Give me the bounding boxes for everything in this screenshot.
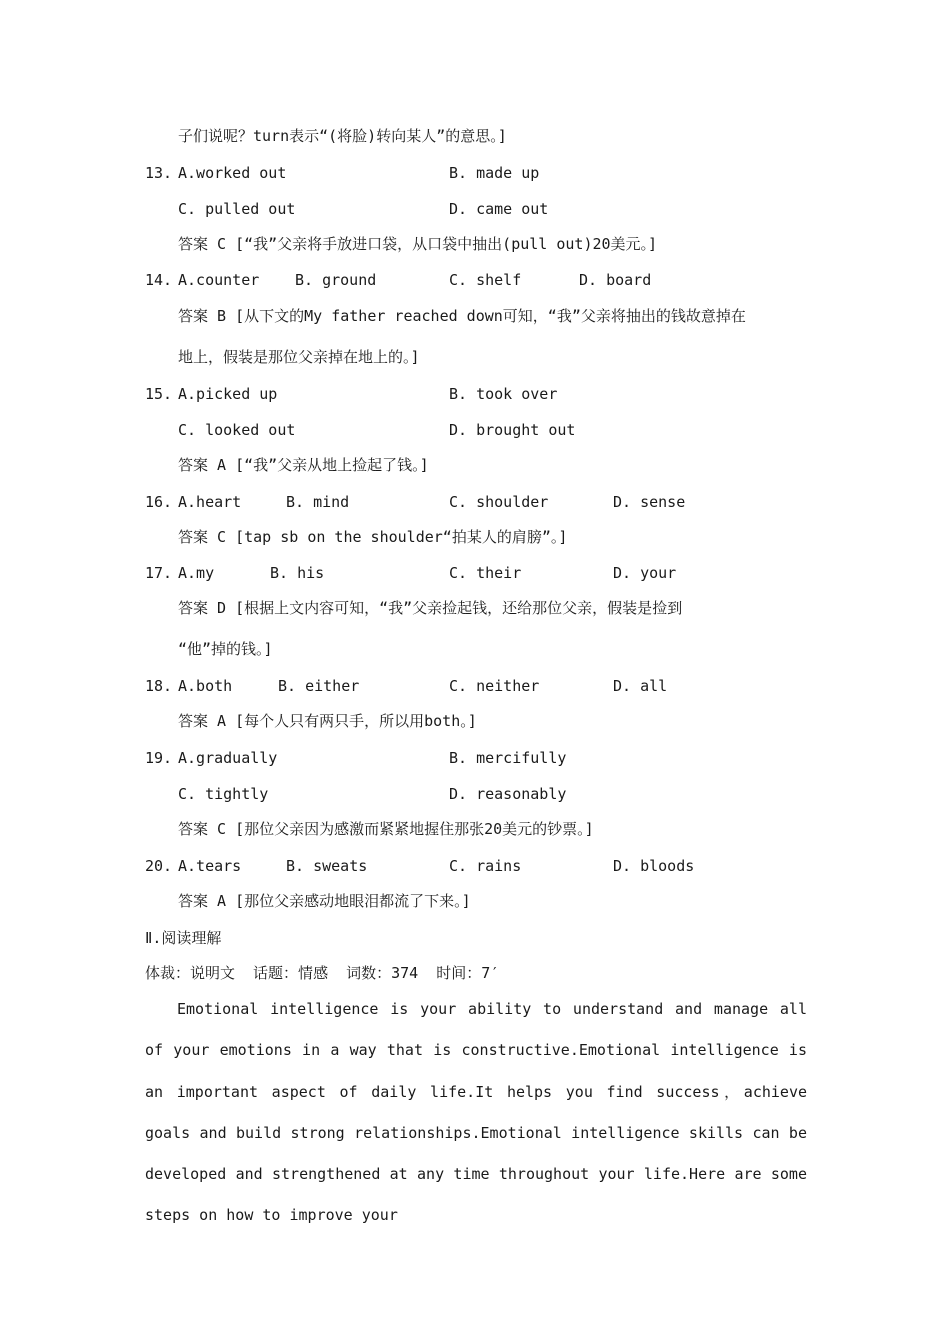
question-19-option-b: B. mercifully [449,749,567,767]
question-15-option-d: D. brought out [449,421,576,439]
question-14-option-b: B. ground [295,271,377,289]
question-20-option-d: D. bloods [613,857,695,875]
question-16-option-a: A.heart [178,493,242,511]
question-20-number: 20. [145,857,173,875]
question-13-number: 13. [145,164,173,182]
question-18-option-d: D. all [613,677,668,695]
intro-line: 子们说呢？turn表示“(将脸)转向某人”的意思。] [178,127,507,145]
question-18-option-c: C. neither [449,677,540,695]
question-19-option-c: C. tightly [178,785,269,803]
section-meta: 体裁：说明文 话题：情感 词数：374 时间：7′ [145,964,500,982]
reading-passage-text: Emotional intelligence is your ability to understand and manage all of your emotions in a way that is constructive.Emotional intelligence is an important aspect of daily life.It helps you find success，achieve goals and build strong relationships.Emotional intelligence skills can be developed and strengthened at any time throughout your life.Here are some steps on how to improve your [145,1000,807,1225]
question-17-option-a: A.my [178,564,215,582]
question-17-option-b: B. his [270,564,325,582]
question-19-option-d: D. reasonably [449,785,567,803]
question-17-answer-line-2: “他”掉的钱。] [178,640,273,658]
question-15-number: 15. [145,385,173,403]
question-13-answer: 答案 C [“我”父亲将手放进口袋，从口袋中抽出(pull out)20美元。] [178,235,658,253]
question-20-option-b: B. sweats [286,857,368,875]
question-13-option-d: D. came out [449,200,549,218]
question-16-answer: 答案 C [tap sb on the shoulder“拍某人的肩膀”。] [178,528,568,546]
question-17-answer-line-1: 答案 D [根据上文内容可知，“我”父亲捡起钱，还给那位父亲，假装是捡到 [178,599,683,617]
question-17-option-d: D. your [613,564,677,582]
question-16-option-b: B. mind [286,493,350,511]
question-20-answer: 答案 A [那位父亲感动地眼泪都流了下来。] [178,892,471,910]
question-15-option-c: C. looked out [178,421,296,439]
question-18-answer: 答案 A [每个人只有两只手，所以用both。] [178,712,477,730]
reading-passage [145,989,807,1237]
question-14-option-d: D. board [579,271,652,289]
question-20-option-c: C. rains [449,857,522,875]
question-16-option-d: D. sense [613,493,686,511]
question-15-answer: 答案 A [“我”父亲从地上捡起了钱。] [178,456,429,474]
question-13-option-a: A.worked out [178,164,287,182]
question-17-option-c: C. their [449,564,522,582]
question-13-option-c: C. pulled out [178,200,296,218]
section-title: Ⅱ.阅读理解 [145,929,222,947]
question-14-option-c: C. shelf [449,271,522,289]
question-14-number: 14. [145,271,173,289]
question-14-option-a: A.counter [178,271,260,289]
question-15-option-b: B. took over [449,385,558,403]
question-20-option-a: A.tears [178,857,242,875]
question-14-answer-line-1: 答案 B [从下文的My father reached down可知，“我”父亲将抽出的钱故意掉在 [178,307,746,325]
question-18-option-a: A.both [178,677,233,695]
question-15-option-a: A.picked up [178,385,278,403]
question-19-number: 19. [145,749,173,767]
question-17-number: 17. [145,564,173,582]
question-16-option-c: C. shoulder [449,493,549,511]
question-19-option-a: A.gradually [178,749,278,767]
question-18-number: 18. [145,677,173,695]
question-18-option-b: B. either [278,677,360,695]
question-13-option-b: B. made up [449,164,540,182]
question-16-number: 16. [145,493,173,511]
question-19-answer: 答案 C [那位父亲因为感激而紧紧地握住那张20美元的钞票。] [178,820,594,838]
question-14-answer-line-2: 地上，假装是那位父亲掉在地上的。] [178,348,420,366]
